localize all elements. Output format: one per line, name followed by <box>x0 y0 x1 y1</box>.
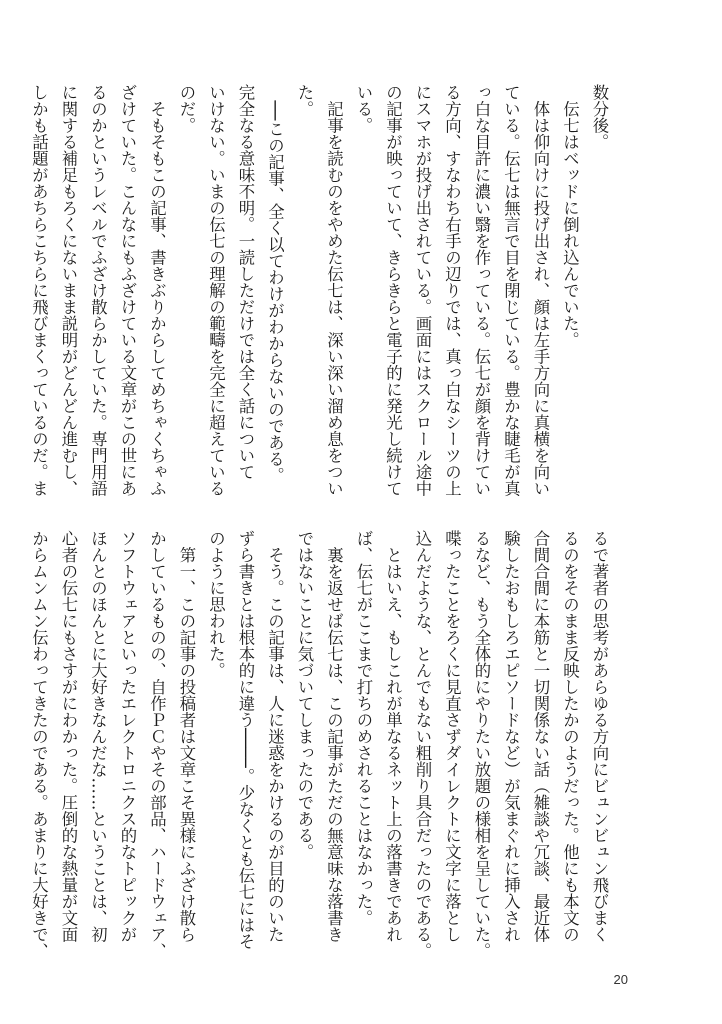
text-line: っ白な目許に濃い翳を作っている。伝七が顔を背けてい <box>472 84 491 497</box>
text-line: の記事が映っていて、きらきらと電子的に発光し続けて <box>383 84 403 497</box>
text-line: た。 <box>295 84 314 117</box>
text-line: 合間合間に本筋と一切関係ない話（雑談や冗談、最近体 <box>531 530 550 943</box>
lower-text-block <box>24 530 614 959</box>
text-line: しかも話題があちらこちらに飛びまくっているのだ。ま <box>29 84 49 497</box>
text-line: 伝七はベッドに倒れ込んでいた。 <box>560 84 580 348</box>
text-line: いけない。いまの伝七の理解の範疇を完全に超えている <box>206 84 226 497</box>
text-line: 数分後。 <box>590 84 609 150</box>
text-line: 込んだような、とんでもない粗削り具合だったのである。 <box>413 530 432 959</box>
text-line: ソフトウェアといったエレクトロニクス的なトピックが <box>118 530 137 943</box>
text-line: そう。この記事は、人に迷惑をかけるのが目的のいた <box>265 530 285 943</box>
text-line: いる。 <box>354 84 373 134</box>
text-line: そもそもこの記事、書きぶりからしてめちゃくちゃふ <box>147 84 167 497</box>
text-line: ほんとのほんとに大好きなんだな……ということは、初 <box>88 530 108 943</box>
text-line: に関する補足もろくにないまま説明がどんどん進むし、 <box>59 84 78 497</box>
text-line: ている。伝七は無言で目を閉じている。豊かな睫毛が真 <box>501 84 521 497</box>
text-line: るなど、もう全体的にやりたい放題の様相を呈していた。 <box>472 530 491 959</box>
text-line: 心者の伝七にもさすがにわかった。圧倒的な熱量が文面 <box>59 530 78 943</box>
text-line: からムンムン伝わってきたのである。あまりに大好きで、 <box>29 530 49 959</box>
text-line: 記事を読むのをやめた伝七は、深い深い溜め息をつい <box>324 84 344 497</box>
text-line: ではないことに気づいてしまったのである。 <box>295 530 314 860</box>
text-line: 完全なる意味不明。一読しただけでは全く話について <box>236 84 255 480</box>
text-line: とはいえ、もしこれが単なるネット上の落書きであれ <box>383 530 403 943</box>
text-line: ざけていた。こんなにもふざけている文章がこの世にあ <box>118 84 137 497</box>
text-line: るのをそのまま反映したかのようだった。他にも本文の <box>560 530 580 943</box>
text-line: るのかというレベルでふざけ散らかしていた。専門用語 <box>88 84 108 497</box>
text-line: ずら書きとは根本的に違う────。少なくとも伝七にはそ <box>236 530 255 950</box>
text-line: 裏を返せば伝七は、この記事がただの無意味な落書き <box>324 530 344 943</box>
text-line: かしているものの、自作ＰＣやその部品、ハードウェア、 <box>147 530 167 959</box>
text-line: ば、伝七がここまで打ちのめされることはなかった。 <box>354 530 373 926</box>
text-line: 験したおもしろエピソードなど）が気まぐれに挿入され <box>501 530 521 943</box>
text-line: ──この記事、全く以てわけがわからないのである。 <box>265 84 285 484</box>
text-line: る方向、すなわち右手の辺りでは、真っ白なシーツの上 <box>442 84 462 497</box>
upper-text-block <box>24 84 614 504</box>
text-line: にスマホが投げ出されている。画面にはスクロール途中 <box>413 84 432 497</box>
page-number: 20 <box>613 972 628 987</box>
text-line: 喋ったことをろくに見直さずダイレクトに文字に落とし <box>442 530 462 943</box>
text-line: 第一、この記事の投稿者は文章こそ異様にふざけ散ら <box>177 530 196 943</box>
text-line: のだ。 <box>177 84 196 134</box>
text-line: るで著者の思考があらゆる方向にビュンビュン飛びまく <box>590 530 609 943</box>
text-line: 体は仰向けに投げ出され、顔は左手方向に真横を向い <box>531 84 550 497</box>
text-line: のように思われた。 <box>206 530 226 679</box>
